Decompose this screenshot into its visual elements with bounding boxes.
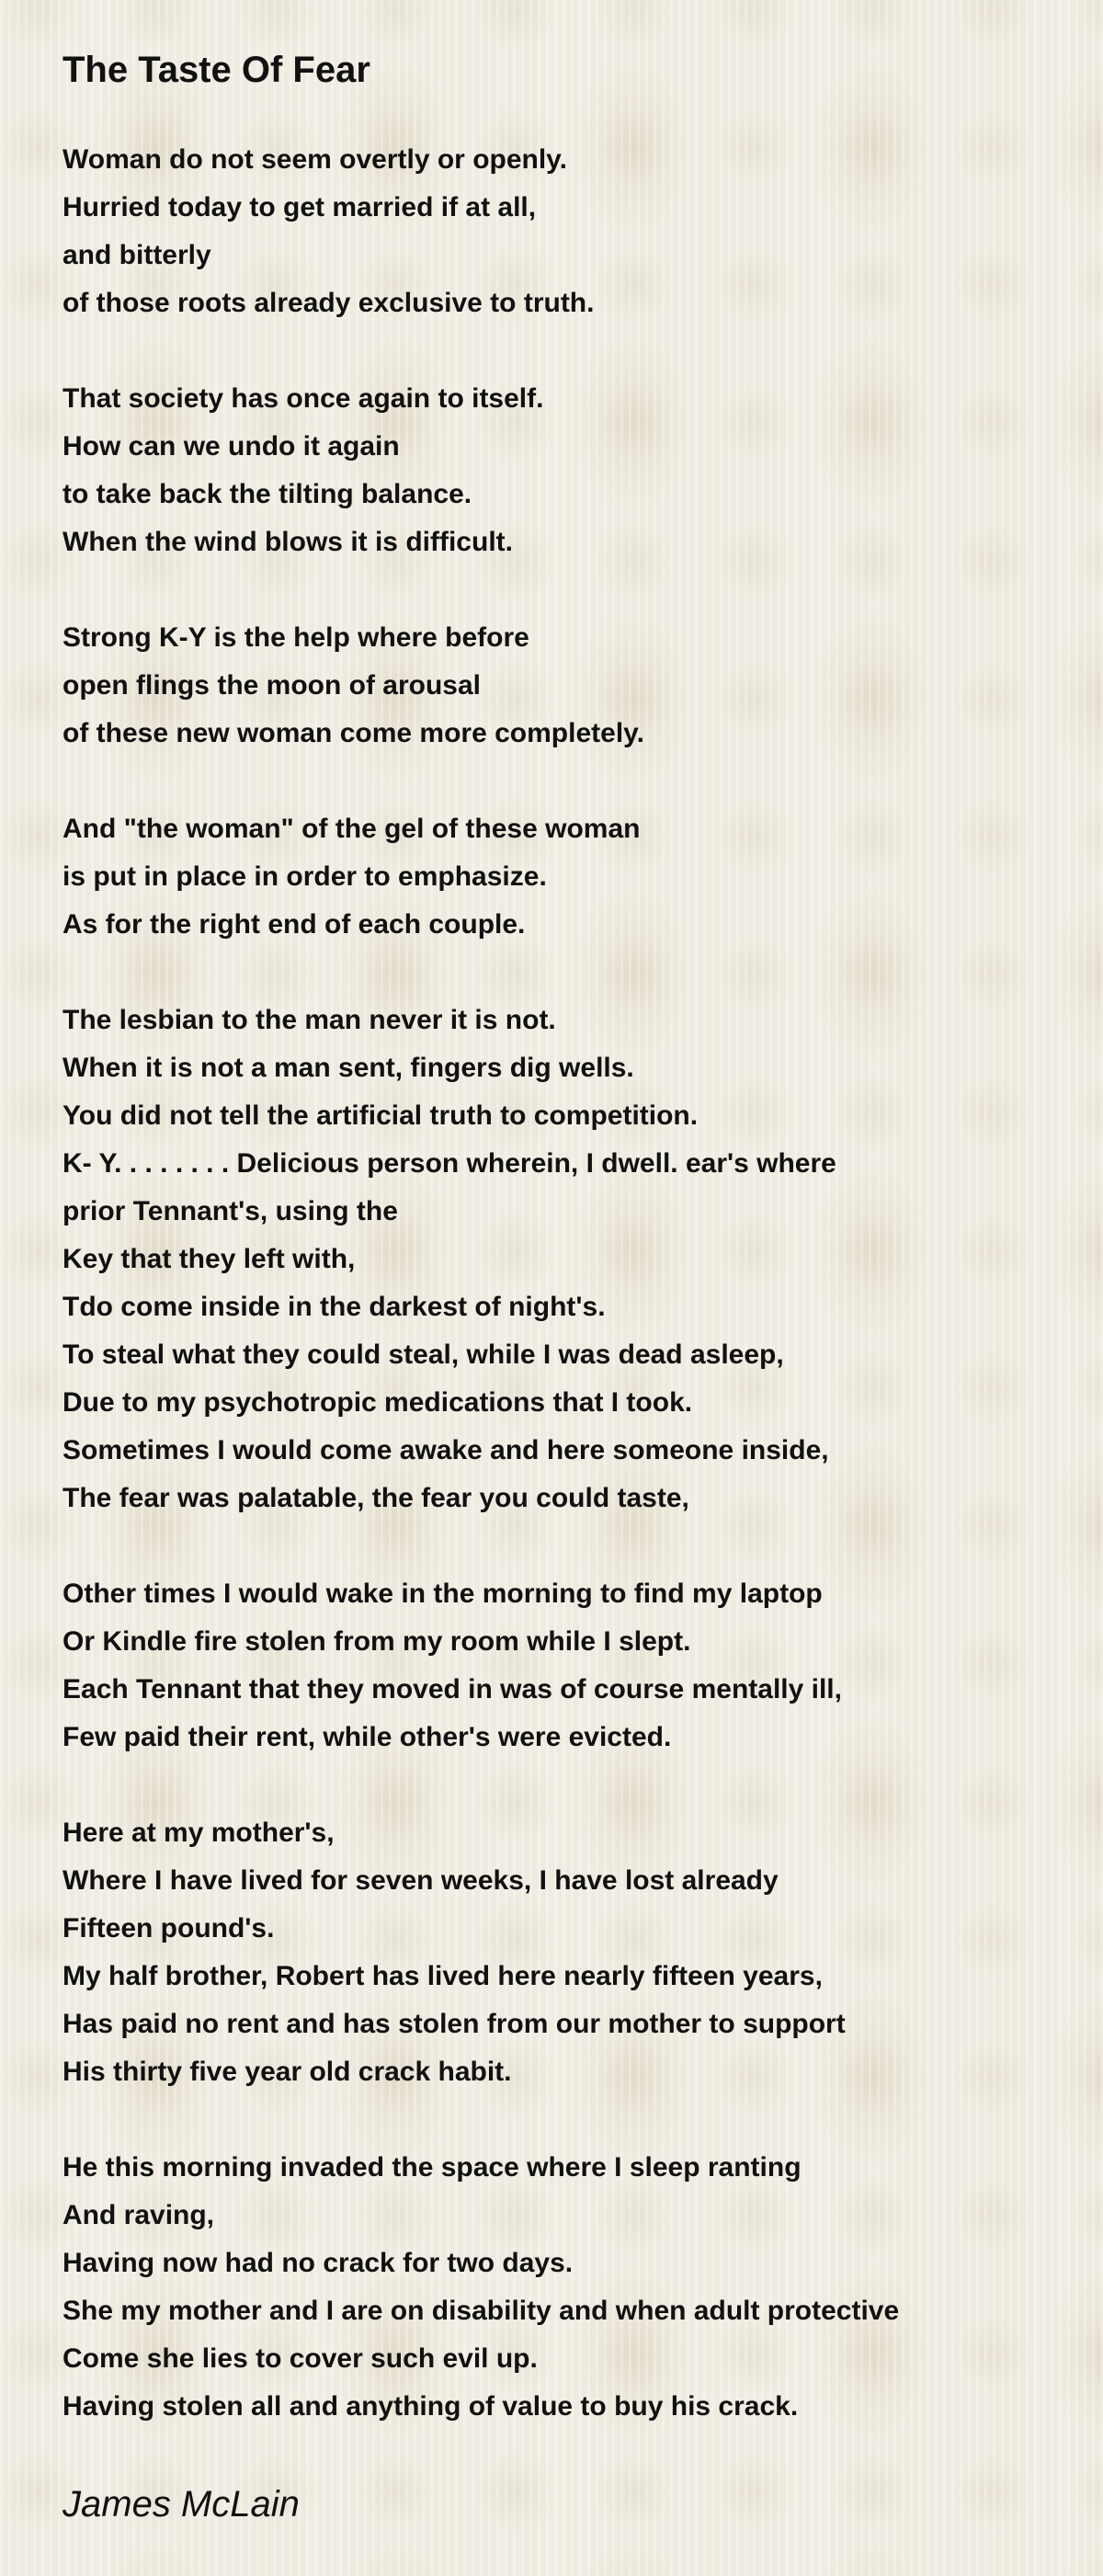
poem-stanza [63, 1570, 1074, 1761]
poem-line: My half brother, Robert has lived here nearly fifteen years, [63, 1961, 823, 1991]
poem-line: And raving, [63, 2200, 215, 2230]
poem-stanza [63, 997, 1074, 1522]
poem-line: Here at my mother's, [63, 1818, 335, 1848]
stanza-gap [63, 1761, 1074, 1809]
poem-line: Strong K-Y is the help where before [63, 622, 529, 653]
poem-line: and bitterly [63, 240, 211, 270]
poem-line: Has paid no rent and has stolen from our mother to support [63, 2009, 846, 2039]
poem-body [63, 136, 1074, 2431]
poem-line: Hurried today to get married if at all, [63, 192, 537, 222]
poem-line: Woman do not seem overtly or openly. [63, 144, 567, 175]
poem-title: The Taste Of Fear [63, 50, 370, 90]
stanza-gap [63, 1522, 1074, 1570]
poem-stanza [63, 1809, 1074, 2096]
poem-author: James McLain [63, 2484, 300, 2525]
poem-line: Other times I would wake in the morning to find my laptop [63, 1579, 823, 1609]
poem-line: Having stolen all and anything of value to buy his crack. [63, 2391, 799, 2422]
poem-stanza [63, 136, 1074, 327]
poem-line: K- Y. . . . . . . . Delicious person wherein, I dwell. ear's where [63, 1148, 836, 1179]
stanza-gap [63, 949, 1074, 997]
poem-line: As for the right end of each couple. [63, 909, 526, 940]
poem-line: Or Kindle fire stolen from my room while I slept. [63, 1626, 691, 1657]
poem-line: The fear was palatable, the fear you could taste, [63, 1483, 689, 1513]
poem-line: Key that they left with, [63, 1244, 356, 1274]
poem-line: When the wind blows it is difficult. [63, 527, 513, 557]
poem-line: Come she lies to cover such evil up. [63, 2343, 538, 2374]
stanza-gap [63, 327, 1074, 375]
poem-line: Sometimes I would come awake and here someone inside, [63, 1435, 829, 1465]
poem-stanza [63, 805, 1074, 949]
poem-line: open flings the moon of arousal [63, 670, 482, 701]
poem-line: Few paid their rent, while other's were evicted. [63, 1722, 672, 1752]
poem-line: You did not tell the artificial truth to competition. [63, 1100, 699, 1131]
poem-line: When it is not a man sent, fingers dig wells. [63, 1053, 634, 1083]
poem-line: His thirty five year old crack habit. [63, 2057, 512, 2087]
poem-line: He this morning invaded the space where I sleep ranting [63, 2152, 802, 2183]
poem-line: Due to my psychotropic medications that I took. [63, 1387, 693, 1418]
poem-line: That society has once again to itself. [63, 383, 544, 414]
poem-line: How can we undo it again [63, 431, 400, 462]
poem-line: of these new woman come more completely. [63, 718, 644, 748]
poem-line: Each Tennant that they moved in was of course mentally ill, [63, 1674, 842, 1704]
poem-line: is put in place in order to emphasize. [63, 861, 547, 892]
poem-line: Where I have lived for seven weeks, I have lost already [63, 1865, 779, 1896]
stanza-gap [63, 2096, 1074, 2144]
poem-line: To steal what they could steal, while I was dead asleep, [63, 1339, 784, 1370]
poem-line: The lesbian to the man never it is not. [63, 1005, 556, 1035]
poem-line: Fifteen pound's. [63, 1913, 275, 1943]
poem-line: Tdo come inside in the darkest of night's. [63, 1292, 606, 1322]
poem-line: of those roots already exclusive to truth. [63, 288, 595, 318]
poem-line: And "the woman" of the gel of these woman [63, 814, 641, 844]
poem-line: to take back the tilting balance. [63, 479, 472, 509]
poem-stanza [63, 2144, 1074, 2431]
stanza-gap [63, 758, 1074, 805]
poem-line: She my mother and I are on disability and when adult protective [63, 2296, 900, 2326]
stanza-gap [63, 566, 1074, 614]
poem-stanza [63, 614, 1074, 758]
poem-line: prior Tennant's, using the [63, 1196, 398, 1226]
poem-stanza [63, 375, 1074, 566]
poem-line: Having now had no crack for two days. [63, 2248, 574, 2278]
